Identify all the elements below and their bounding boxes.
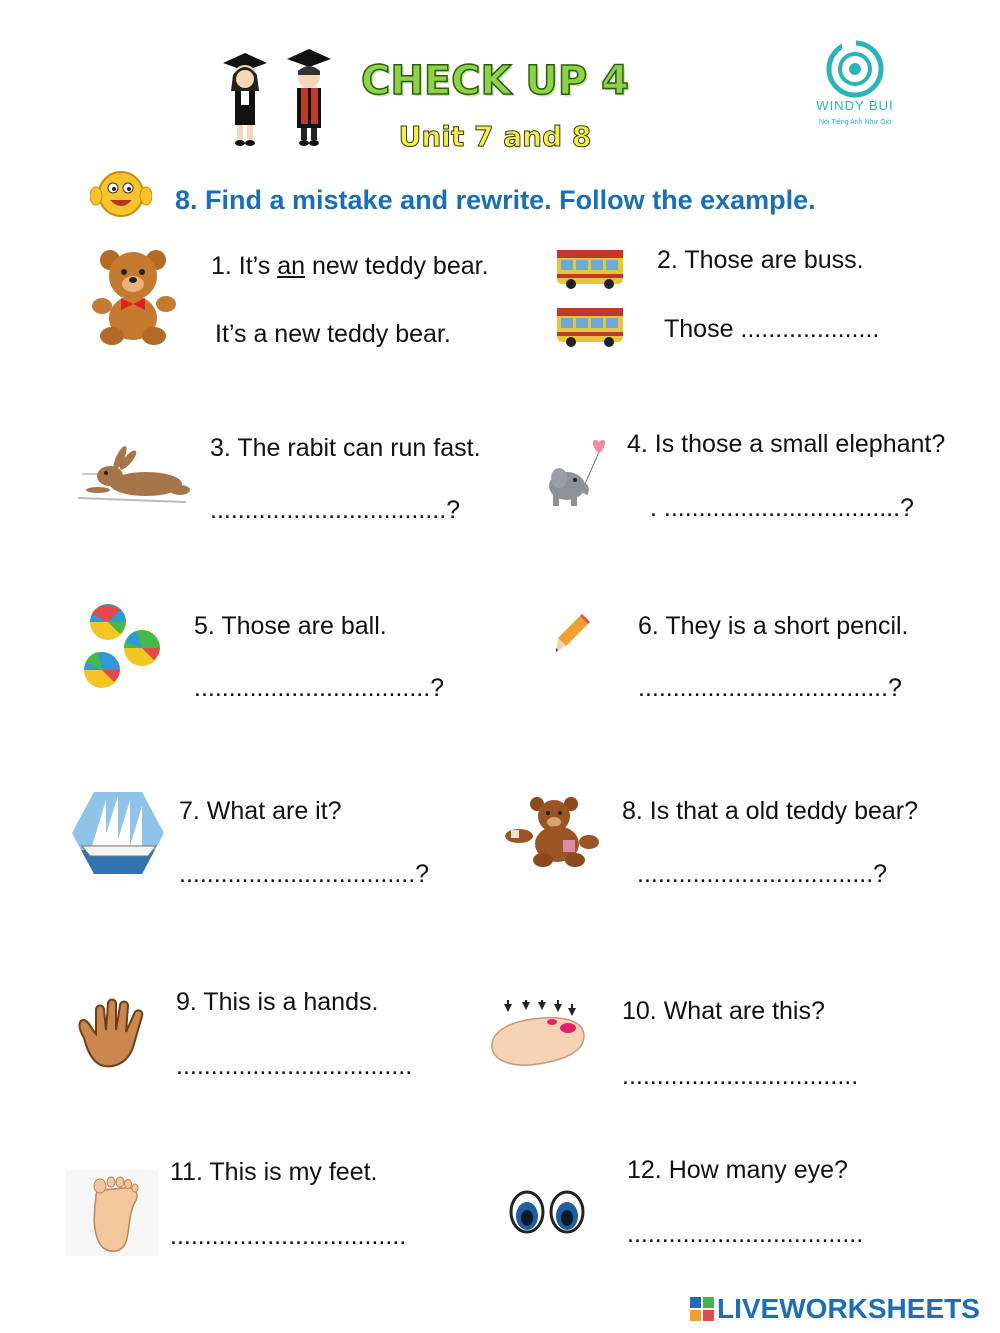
question-3: 3. The rabit can run fast. <box>210 434 481 462</box>
foot-icon <box>66 1170 158 1256</box>
answer-5[interactable]: ..................................? <box>194 674 445 702</box>
page-title: CHECK UP 4 <box>361 58 629 104</box>
answer-9[interactable]: .................................. <box>176 1052 413 1080</box>
question-10: 10. What are this? <box>622 997 825 1025</box>
answer-2[interactable]: Those .................... <box>664 315 880 343</box>
liveworksheets-logo: LIVEWORKSHEETS <box>690 1293 980 1325</box>
smiley-thumbs-up-icon <box>90 168 152 220</box>
question-5: 5. Those are ball. <box>194 612 387 640</box>
question-4: 4. Is those a small elephant? <box>627 430 946 458</box>
toes-icon <box>486 1000 586 1076</box>
question-2: 2. Those are buss. <box>657 246 864 274</box>
answer-12[interactable]: .................................. <box>627 1220 864 1248</box>
pencil-icon <box>552 612 592 656</box>
old-teddy-bear-icon <box>503 796 601 870</box>
question-8: 8. Is that a old teddy bear? <box>622 797 919 825</box>
spiral-logo-icon <box>822 40 888 98</box>
question-1: 1. It’s an new teddy bear. <box>211 252 489 280</box>
logo-name: WINDY BUI <box>816 98 894 113</box>
bus-icon <box>555 244 627 350</box>
hand-icon <box>70 998 154 1070</box>
answer-6[interactable]: ....................................? <box>638 674 902 702</box>
question-7: 7. What are it? <box>179 797 342 825</box>
graduates-icon <box>215 45 340 150</box>
ship-icon <box>70 790 166 876</box>
answer-11[interactable]: .................................. <box>170 1222 407 1250</box>
answer-7[interactable]: ..................................? <box>179 860 430 888</box>
elephant-icon <box>545 436 615 508</box>
answer-8[interactable]: ..................................? <box>637 860 888 888</box>
logo-tagline: Nói Tiếng Anh Như Gió <box>818 119 891 126</box>
eyes-icon <box>508 1190 586 1234</box>
answer-3[interactable]: ..................................? <box>210 496 461 524</box>
answer-10[interactable]: .................................. <box>622 1062 859 1090</box>
answer-4[interactable]: . ..................................? <box>650 494 914 522</box>
question-12: 12. How many eye? <box>627 1156 848 1184</box>
teddy-bear-icon <box>88 246 180 346</box>
liveworksheets-mark-icon <box>690 1297 714 1321</box>
balls-icon <box>80 602 166 690</box>
rabbit-icon <box>76 446 192 510</box>
instruction-heading: 8. Find a mistake and rewrite. Follow the example. <box>175 185 816 215</box>
question-6: 6. They is a short pencil. <box>638 612 909 640</box>
question-9: 9. This is a hands. <box>176 988 379 1016</box>
mistake-word: an <box>277 252 306 280</box>
question-11: 11. This is my feet. <box>170 1158 378 1186</box>
answer-1: It’s a new teddy bear. <box>215 320 451 348</box>
page-subtitle: Unit 7 and 8 <box>398 120 592 153</box>
